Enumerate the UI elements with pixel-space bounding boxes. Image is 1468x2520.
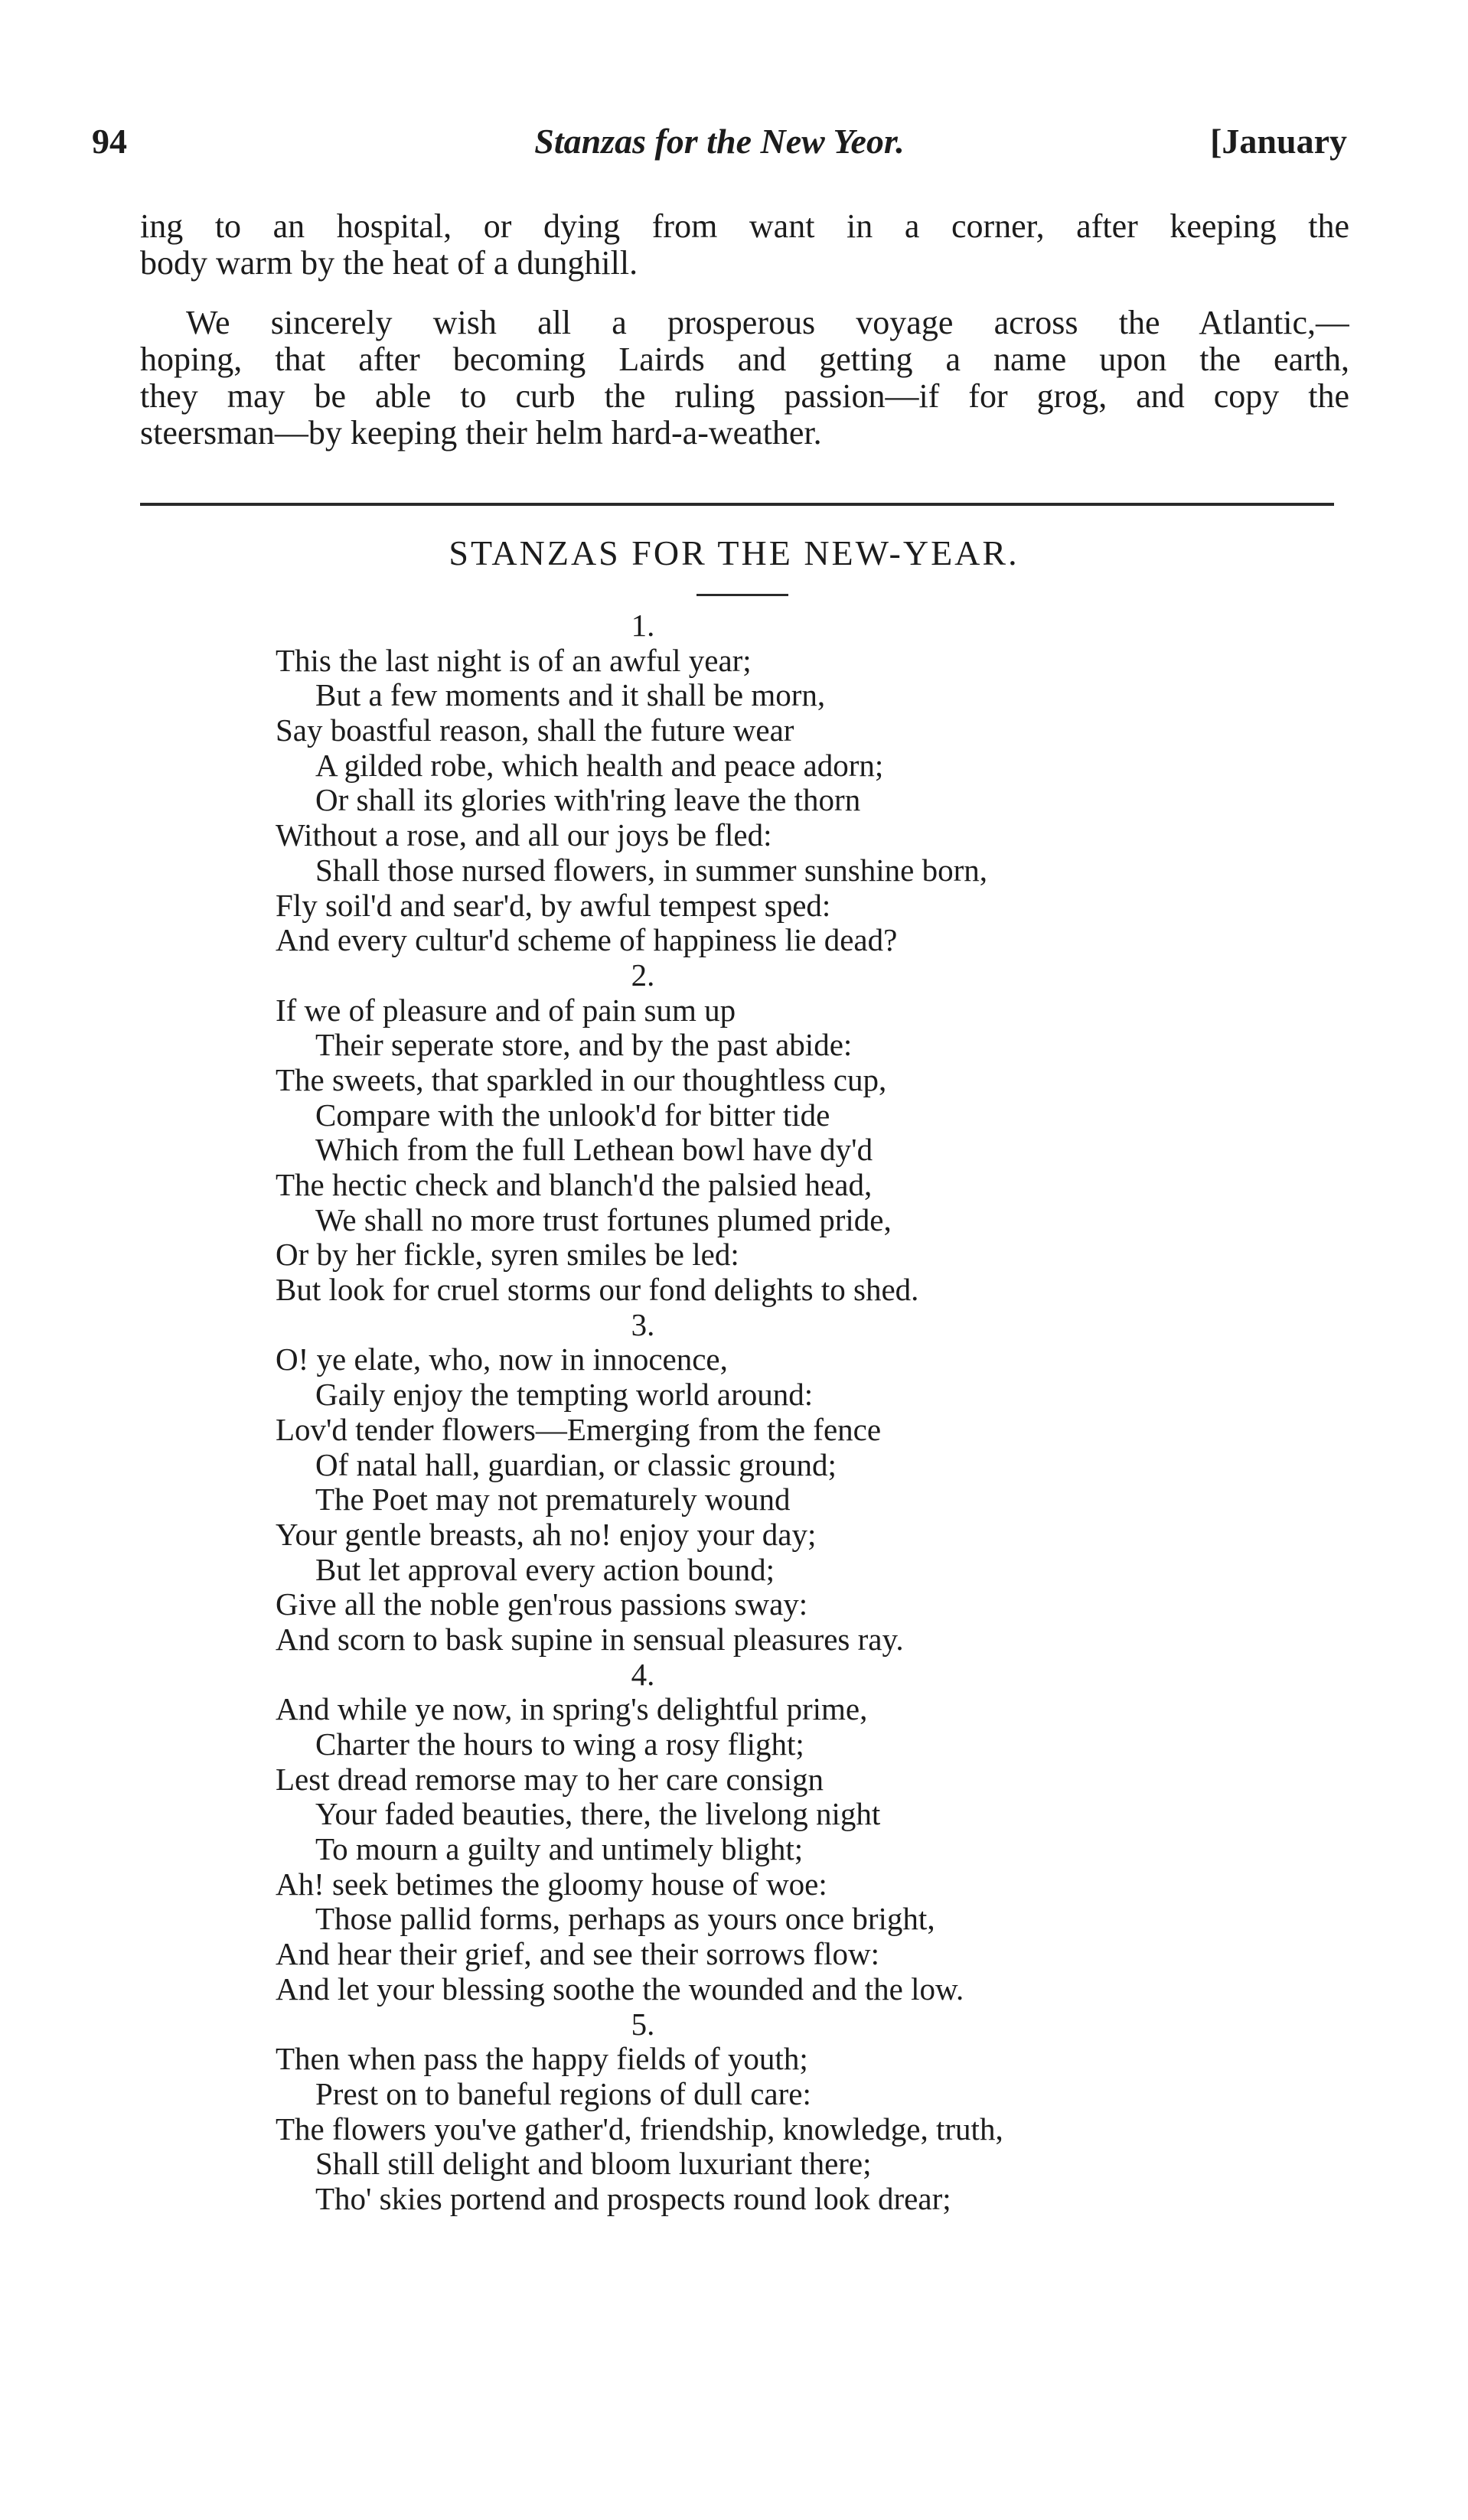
- poem-line: Say boastful reason, shall the future wear: [276, 712, 794, 748]
- poem-line: A gilded robe, which health and peace adorn;: [315, 747, 884, 783]
- prose-line: body warm by the heat of a dunghill.: [140, 245, 638, 282]
- poem-line: This the last night is of an awful year;: [276, 642, 752, 678]
- poem-line: Then when pass the happy fields of youth;: [276, 2041, 808, 2077]
- prose-paragraph-2: [140, 305, 1349, 452]
- poem-line: Charter the hours to wing a rosy flight;: [315, 1726, 804, 1762]
- running-title: Stanzas for the New Yeor.: [534, 122, 905, 161]
- poem-line: And scorn to bask supine in sensual pleasures ray.: [276, 1621, 904, 1657]
- poem-line: Lov'd tender flowers—Emerging from the fence: [276, 1411, 882, 1447]
- poem-line: Your faded beauties, there, the livelong night: [315, 1796, 881, 1832]
- poem-line: Compare with the unlook'd for bitter tide: [315, 1097, 830, 1133]
- poem-line: Which from the full Lethean bowl have dy'd: [315, 1132, 873, 1168]
- poem-line: The sweets, that sparkled in our thoughtless cup,: [276, 1061, 887, 1097]
- page-header: [92, 121, 1347, 174]
- poem-line: Shall still delight and bloom luxuriant there;: [315, 2146, 872, 2182]
- section-divider: [140, 503, 1334, 506]
- title-underline: [696, 594, 788, 596]
- poem-line: And every cultur'd scheme of happiness lie dead?: [276, 922, 898, 958]
- poem-line: And hear their grief, and see their sorrows flow:: [276, 1936, 879, 1972]
- poem-line: And let your blessing soothe the wounded and the low.: [276, 1971, 964, 2007]
- poem-line: But look for cruel storms our fond delights to shed.: [276, 1272, 919, 1308]
- poem-line: If we of pleasure and of pain sum up: [276, 992, 736, 1028]
- prose-line: they may be able to curb the ruling passion—if for grog, and copy the: [140, 378, 1349, 415]
- stanza-number: 2.: [631, 957, 655, 993]
- month-label: [January: [1210, 122, 1347, 161]
- poem-line: Give all the noble gen'rous passions sway:: [276, 1586, 808, 1622]
- poem-line: Your gentle breasts, ah no! enjoy your day;: [276, 1516, 817, 1552]
- prose-line: We sincerely wish all a prosperous voyage across the Atlantic,—: [186, 305, 1349, 341]
- poem-line: To mourn a guilty and untimely blight;: [315, 1831, 804, 1867]
- stanza-number: 1.: [631, 608, 655, 643]
- poem-line: Tho' skies portend and prospects round look drear;: [315, 2180, 951, 2216]
- poem-line: The hectic check and blanch'd the palsied head,: [276, 1167, 873, 1202]
- poem-line: But a few moments and it shall be morn,: [315, 677, 826, 713]
- page-number: 94: [92, 122, 127, 161]
- poem-line: Gaily enjoy the tempting world around:: [315, 1377, 814, 1413]
- poem-line: Or by her fickle, syren smiles be led:: [276, 1237, 739, 1273]
- poem-line: Fly soil'd and sear'd, by awful tempest sped:: [276, 887, 831, 923]
- prose-line: ing to an hospital, or dying from want in a corner, after keeping the: [140, 208, 1349, 245]
- poem-line: Without a rose, and all our joys be fled:: [276, 817, 772, 853]
- poem-line: O! ye elate, who, now in innocence,: [276, 1342, 728, 1377]
- stanza-number: 5.: [631, 2006, 655, 2042]
- poem-line: And while ye now, in spring's delightful prime,: [276, 1691, 868, 1727]
- poem-line: We shall no more trust fortunes plumed pride,: [315, 1201, 892, 1237]
- poem-line: The flowers you've gather'd, friendship, knowledge, truth,: [276, 2111, 1003, 2147]
- poem-line: Prest on to baneful regions of dull care:: [315, 2075, 811, 2111]
- poem-line: Ah! seek betimes the gloomy house of woe:: [276, 1866, 827, 1902]
- stanza-number: 3.: [631, 1306, 655, 1342]
- prose-line: hoping, that after becoming Lairds and getting a name upon the earth,: [140, 341, 1349, 378]
- poem-body: [276, 608, 1271, 2217]
- prose-paragraph-1: [140, 208, 1349, 282]
- poem-line: Of natal hall, guardian, or classic ground;: [315, 1446, 837, 1482]
- stanza-number: 4.: [631, 1656, 655, 1692]
- poem-line: Their seperate store, and by the past abide:: [315, 1027, 853, 1063]
- poem-line: Those pallid forms, perhaps as yours once bright,: [315, 1901, 935, 1937]
- poem-line: The Poet may not prematurely wound: [315, 1482, 791, 1518]
- prose-line: steersman—by keeping their helm hard-a-weather.: [140, 415, 822, 452]
- poem-line: Lest dread remorse may to her care consign: [276, 1761, 824, 1797]
- poem-title: STANZAS FOR THE NEW-YEAR.: [449, 533, 1019, 572]
- poem-line: Shall those nursed flowers, in summer sunshine born,: [315, 852, 987, 888]
- poem-line: But let approval every action bound;: [315, 1551, 775, 1587]
- poem-line: Or shall its glories with'ring leave the thorn: [315, 782, 861, 818]
